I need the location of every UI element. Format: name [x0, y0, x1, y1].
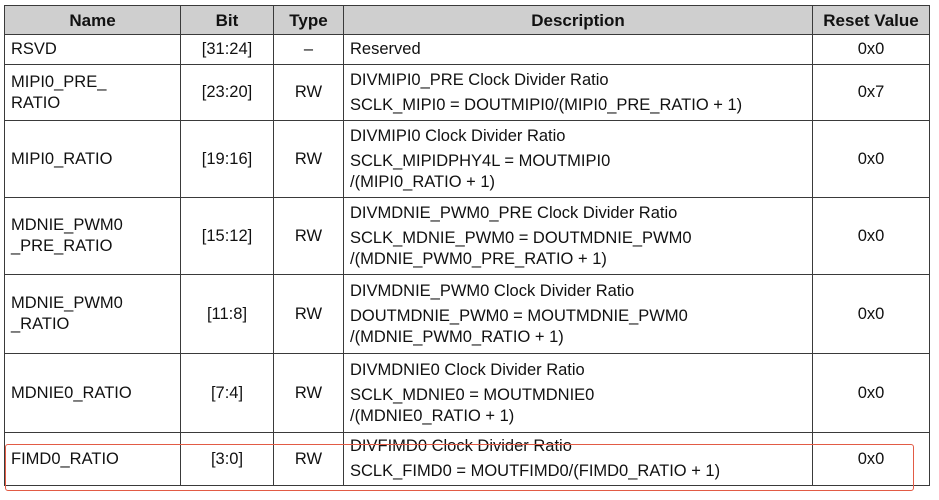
table-row — [5, 35, 930, 65]
cell-type: RW — [274, 433, 344, 486]
table-row — [5, 433, 930, 486]
cell-bit: [7:4] — [181, 354, 274, 433]
description-line: DOUTMDNIE_PWM0 = MOUTMDNIE_PWM0 — [350, 306, 688, 325]
cell-description — [344, 198, 813, 275]
cell-type: – — [274, 35, 344, 65]
name-line: _PRE_RATIO — [11, 237, 113, 255]
register-table-container — [4, 5, 929, 486]
cell-name — [5, 354, 181, 433]
description-line: DIVMDNIE_PWM0_PRE Clock Divider Ratio — [350, 203, 678, 222]
description-line: SCLK_MDNIE0 = MOUTMDNIE0 — [350, 385, 595, 404]
cell-name — [5, 121, 181, 198]
name-line: MDNIE0_RATIO — [11, 383, 132, 402]
header-reset-value: Reset Value — [813, 6, 930, 35]
cell-description — [344, 35, 813, 65]
description-line: SCLK_MDNIE_PWM0 = DOUTMDNIE_PWM0 — [350, 228, 692, 247]
description-line: DIVMIPI0_PRE Clock Divider Ratio — [350, 70, 609, 89]
cell-name — [5, 35, 181, 65]
description-line: SCLK_MIPIDPHY4L = MOUTMIPI0 — [350, 151, 611, 170]
cell-type: RW — [274, 65, 344, 121]
register-table — [4, 5, 930, 486]
table-row — [5, 275, 930, 354]
description-line: /(MDNIE0_RATIO + 1) — [350, 406, 515, 425]
name-line: FIMD0_RATIO — [11, 449, 119, 468]
cell-bit: [3:0] — [181, 433, 274, 486]
name-line: MIPI0_PRE_ — [11, 72, 107, 91]
cell-reset-value: 0x0 — [813, 35, 930, 65]
header-description: Description — [344, 6, 813, 35]
cell-description — [344, 65, 813, 121]
cell-reset-value: 0x0 — [813, 198, 930, 275]
cell-type: RW — [274, 121, 344, 198]
cell-bit: [11:8] — [181, 275, 274, 354]
name-line: MDNIE_PWM0 — [11, 294, 123, 312]
header-name: Name — [5, 6, 181, 35]
name-line: _RATIO — [11, 315, 70, 333]
description-line: Reserved — [350, 40, 421, 58]
description-line: DIVFIMD0 Clock Divider Ratio — [350, 437, 572, 455]
cell-description — [344, 275, 813, 354]
cell-name — [5, 198, 181, 275]
name-line: MDNIE_PWM0 — [11, 216, 123, 234]
cell-description — [344, 121, 813, 198]
cell-bit: [19:16] — [181, 121, 274, 198]
description-line: /(MDNIE_PWM0_PRE_RATIO + 1) — [350, 249, 607, 268]
cell-description — [344, 433, 813, 486]
table-row — [5, 65, 930, 121]
cell-type: RW — [274, 275, 344, 354]
cell-reset-value: 0x0 — [813, 433, 930, 486]
description-line: DIVMDNIE_PWM0 Clock Divider Ratio — [350, 281, 635, 300]
cell-bit: [31:24] — [181, 35, 274, 65]
cell-description — [344, 354, 813, 433]
name-line: RSVD — [11, 40, 57, 58]
cell-reset-value: 0x7 — [813, 65, 930, 121]
cell-name — [5, 65, 181, 121]
cell-reset-value: 0x0 — [813, 275, 930, 354]
cell-name — [5, 433, 181, 486]
description-line: SCLK_FIMD0 = MOUTFIMD0/(FIMD0_RATIO + 1) — [350, 462, 721, 480]
header-bit: Bit — [181, 6, 274, 35]
table-row — [5, 198, 930, 275]
description-line: SCLK_MIPI0 = DOUTMIPI0/(MIPI0_PRE_RATIO + 1) — [350, 95, 743, 114]
table-row — [5, 354, 930, 433]
cell-reset-value: 0x0 — [813, 121, 930, 198]
cell-reset-value: 0x0 — [813, 354, 930, 433]
name-line: MIPI0_RATIO — [11, 149, 113, 168]
description-line: DIVMIPI0 Clock Divider Ratio — [350, 126, 566, 145]
description-line: /(MIPI0_RATIO + 1) — [350, 172, 496, 191]
cell-type: RW — [274, 354, 344, 433]
name-line: RATIO — [11, 93, 61, 112]
cell-name — [5, 275, 181, 354]
cell-bit: [23:20] — [181, 65, 274, 121]
header-type: Type — [274, 6, 344, 35]
table-row — [5, 121, 930, 198]
cell-bit: [15:12] — [181, 198, 274, 275]
header-row — [5, 6, 930, 35]
description-line: /(MDNIE_PWM0_RATIO + 1) — [350, 327, 564, 346]
description-line: DIVMDNIE0 Clock Divider Ratio — [350, 360, 585, 379]
cell-type: RW — [274, 198, 344, 275]
